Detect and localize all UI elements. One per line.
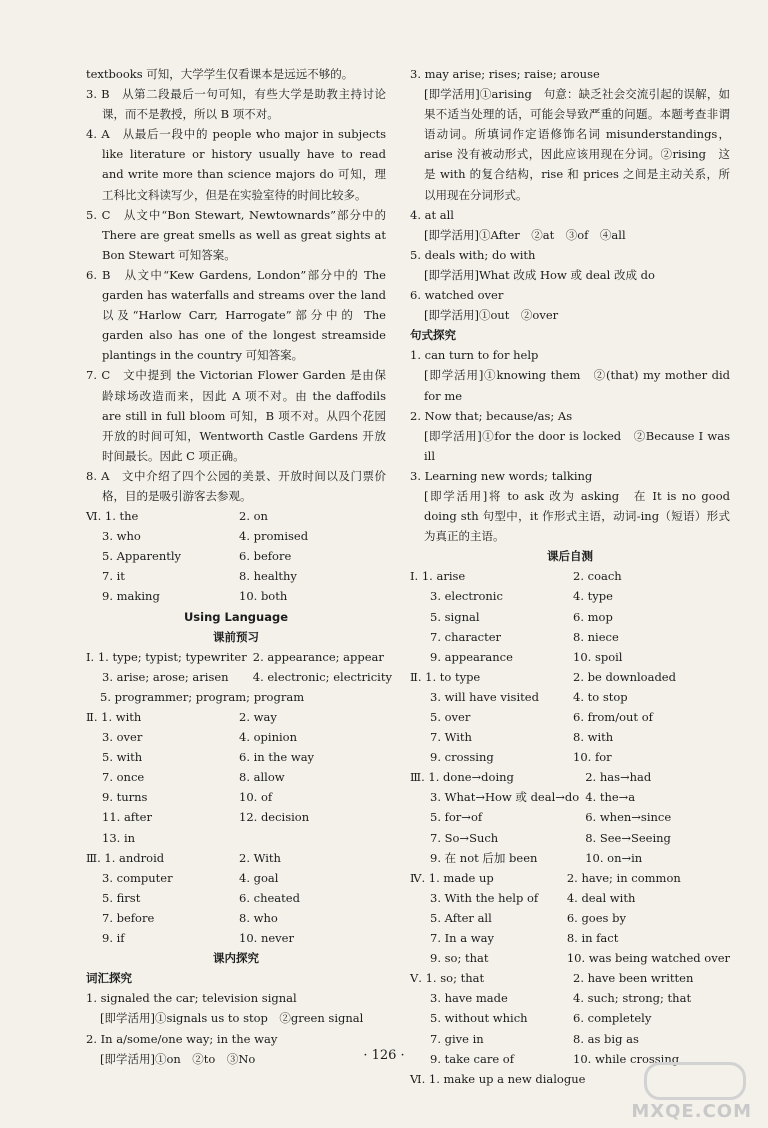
practice-answer: [即学活用]将 to ask 改为 asking 在 It is no good doing sth 句型中，it 作形式主语，动词-ing（短语）形式为真正的主语。 [424, 488, 730, 544]
answer-item: 7. In a way [430, 931, 494, 946]
subsection-heading-sentence: 句式探究 [410, 328, 456, 343]
answer-item: 2. have; in common [566, 870, 681, 885]
page-number: · 126 · [363, 1048, 405, 1063]
answer-item: 5. without which [430, 1011, 528, 1026]
answer-item: 9. so; that [430, 951, 489, 966]
answer-item: 3. may arise; rises; raise; arouse [410, 67, 600, 81]
answer-item: 7. give in [430, 1031, 484, 1046]
answer-item: Ⅴ. 1. so; that [410, 971, 485, 986]
answer-item: Ⅱ. 1. with [86, 710, 142, 724]
answer-paragraph: 4. A 从最后一段中的 people who major in subjects like literature or history usually have to read and write more than science majors do 可知，理工科比文科读写少，但是在实验室待的时间比较多。 [86, 127, 386, 202]
answer-item: 2. With [239, 850, 281, 865]
answer-item: 6. from/out of [573, 710, 653, 724]
answer-item: 3. will have visited [430, 689, 539, 704]
practice-answer: [即学活用]①knowing them ②(that) my mother did for me [424, 368, 730, 403]
answer-grid-iii [86, 848, 386, 948]
answer-item: 9. turns [102, 790, 148, 805]
answer-item: 3. have made [430, 991, 508, 1006]
answer-item: 6. mop [573, 609, 613, 624]
answer-item: 2. appearance; appear [252, 649, 384, 664]
answer-item: 6. when→since [585, 810, 672, 825]
answer-item: 2. have been written [573, 971, 694, 986]
answer-item: 3. electronic [430, 589, 503, 604]
answer-item: 5. over [430, 710, 471, 724]
answer-paragraph: textbooks 可知，大学学生仅看课本是远远不够的。 [86, 67, 354, 81]
answer-item: 3. computer [102, 870, 173, 885]
answer-item: 2. coach [573, 569, 622, 584]
answer-item: 4. the→a [585, 790, 636, 805]
answer-item: 8. See→Seeing [585, 830, 671, 845]
practice-answer: [即学活用]①arising 句意：缺乏社会交流引起的误解，如果不适当处理的话，可能会导致严重的问题。本题考查非谓语动词。所填词作定语修饰名词 misunderstandings，arise 没有被动形式，因此应该用现在分词。②rising 这是 with 的复合结构，rise 和 prices 之间是主动关系，所以用现在分词形式。 [424, 87, 730, 202]
answer-item: 12. decision [239, 810, 310, 825]
answer-item: 5. After all [430, 910, 492, 925]
answer-item: 4. type [573, 589, 613, 604]
answer-item: 7. With [430, 730, 472, 745]
practice-answer: [即学活用]①for the door is locked ②Because I was ill [424, 428, 730, 463]
answer-item: 9. crossing [430, 750, 494, 765]
answer-item: 4. to stop [573, 689, 628, 704]
answer-item: 5. for→of [430, 810, 483, 825]
answer-item: 6. completely [573, 1011, 652, 1026]
section-heading-preview: 课前预习 [213, 629, 259, 644]
answer-item: 4. at all [410, 207, 454, 222]
practice-answer: [即学活用]①out ②over [424, 308, 559, 323]
answer-item: 8. healthy [239, 569, 297, 584]
answer-item: 9. if [102, 931, 125, 946]
practice-answer: [即学活用]①After ②at ③of ④all [424, 227, 626, 242]
answer-item: 6. watched over [410, 288, 504, 303]
answer-paragraph: 8. A 文中介绍了四个公园的美景、开放时间以及门票价格，目的是吸引游客去参观。 [86, 468, 386, 503]
section-heading-using-language: Using Language [183, 609, 289, 624]
answer-item: 10. never [239, 931, 294, 946]
answer-item: 4. deal with [566, 890, 636, 905]
answer-item: 5. Apparently [102, 549, 182, 564]
answer-grid-test-iv [410, 868, 730, 968]
answer-item: 10. of [239, 790, 273, 805]
answer-item: 11. after [102, 810, 152, 825]
answer-grid-ii [86, 707, 386, 848]
subsection-heading-vocab: 词汇探究 [86, 971, 132, 986]
answer-item: 3. With the help of [430, 890, 539, 905]
answer-item: 2. on [239, 509, 268, 524]
answer-item: 8. with [573, 730, 614, 745]
answer-item: 6. in the way [239, 750, 315, 765]
answer-grid-test-i [410, 566, 730, 666]
answer-item: Ⅲ. 1. done→doing [410, 770, 514, 785]
answer-item: 5. with [102, 750, 143, 765]
answer-item: 7. once [102, 770, 145, 785]
answer-grid-vi [86, 506, 386, 606]
answer-grid-test-ii [410, 667, 730, 767]
answer-item: 8. niece [573, 629, 619, 644]
answer-item: 4. opinion [239, 730, 298, 745]
answer-item: 13. in [102, 830, 136, 845]
watermark-text: MXQE.COM [631, 1101, 752, 1122]
answer-item: 3. who [102, 529, 141, 544]
watermark-logo-icon [644, 1062, 746, 1100]
answer-item: 3. Learning new words; talking [410, 468, 593, 483]
answer-item: 8. allow [239, 770, 285, 785]
answer-item: 7. So→Such [430, 830, 499, 845]
answer-paragraph: 5. C 从文中“Bon Stewart, Newtownards”部分中的 There are great smells as well as great sights at Bon Stewart 可知答案。 [86, 207, 386, 262]
site-watermark [631, 1066, 762, 1124]
answer-item: 4. promised [239, 529, 309, 544]
answer-item: 3. arise; arose; arisen [102, 669, 229, 684]
answer-item: 6. cheated [239, 890, 300, 905]
answer-item: Ⅰ. 1. arise [410, 569, 466, 584]
answer-item: Ⅵ. 1. the [86, 509, 139, 524]
answer-grid-test-iii [410, 767, 730, 867]
answer-item: 10. was being watched over [566, 951, 730, 966]
answer-item: 6. goes by [566, 910, 626, 925]
practice-answer: [即学活用]①signals us to stop ②green signal [100, 1011, 364, 1026]
section-heading-self-test: 课后自测 [547, 549, 593, 564]
answer-item: 5. first [102, 890, 141, 905]
answer-item: 4. goal [239, 870, 279, 885]
answer-paragraph: 3. B 从第二段最后一句可知，有些大学是助教主持讨论课，而不是教授，所以 B 项不对。 [86, 87, 386, 122]
answer-item: Ⅳ. 1. made up [410, 870, 494, 885]
answer-item: 8. in fact [566, 931, 619, 946]
answer-item: 1. can turn to for help [410, 348, 539, 363]
answer-item: Ⅱ. 1. to type [410, 669, 481, 684]
answer-item: 7. it [102, 569, 125, 584]
answer-grid-i [86, 647, 392, 687]
answer-item: 9. making [102, 589, 160, 604]
answer-item: 2. way [239, 710, 277, 724]
right-column [410, 64, 730, 1089]
answer-item: 10. both [239, 589, 288, 604]
answer-item: 9. take care of [430, 1051, 514, 1066]
answer-item: 9. appearance [430, 649, 513, 664]
answer-item: 10. for [573, 750, 612, 765]
section-heading-in-class: 课内探究 [213, 951, 259, 966]
answer-item: 3. over [102, 730, 143, 745]
answer-item: Ⅲ. 1. android [86, 850, 165, 865]
answer-item: 10. while crossing [573, 1051, 680, 1066]
answer-item: Ⅵ. 1. make up a new dialogue [410, 1071, 586, 1086]
answer-item: 10. on→in [585, 850, 643, 865]
answer-item: 6. before [239, 549, 292, 564]
answer-item: 2. Now that; because/as; As [410, 408, 573, 423]
answer-item: 8. who [239, 910, 278, 925]
left-column [86, 64, 392, 1069]
answer-item: 4. electronic; electricity [252, 669, 392, 684]
answer-item: 1. signaled the car; television signal [86, 991, 297, 1006]
answer-paragraph: 6. B 从文中“Kew Gardens, London”部分中的 The garden has waterfalls and streams over the land 以及“Harlow Carr, Harrogate”部分中的 The garden also has one of the longest streamside plantings in the country 可知答案。 [86, 267, 386, 363]
practice-answer: [即学活用]①on ②to ③No [100, 1051, 256, 1066]
answer-item: 3. What→How 或 deal→do [430, 790, 580, 805]
answer-paragraph: 7. C 文中提到 the Victorian Flower Garden 是由保龄球场改造而来，因此 A 项不对。由 the daffodils are still in full bloom 可知，B 项不对。从四个花园开放的时间可知，Wentworth Castle Gardens 开放时间最长。因此 C 项正确。 [86, 368, 386, 463]
answer-item: 7. before [102, 910, 155, 925]
answer-item: 8. as big as [573, 1031, 639, 1046]
answer-item: 2. has→had [585, 770, 652, 785]
answer-item: 4. such; strong; that [573, 991, 692, 1006]
answer-item: 7. character [430, 629, 502, 644]
answer-item: 5. signal [430, 609, 480, 624]
practice-answer: [即学活用]What 改成 How 或 deal 改成 do [424, 267, 655, 282]
answer-item: 2. In a/some/one way; in the way [86, 1031, 278, 1046]
answer-item: 9. 在 not 后加 been [430, 850, 538, 865]
answer-item: 5. deals with; do with [410, 247, 536, 262]
answer-item: 2. be downloaded [573, 669, 676, 684]
answer-item: 5. programmer; program; program [100, 689, 305, 704]
answer-item: 10. spoil [573, 649, 623, 664]
answer-item: Ⅰ. 1. type; typist; typewriter [86, 649, 247, 664]
answer-item [239, 828, 386, 848]
